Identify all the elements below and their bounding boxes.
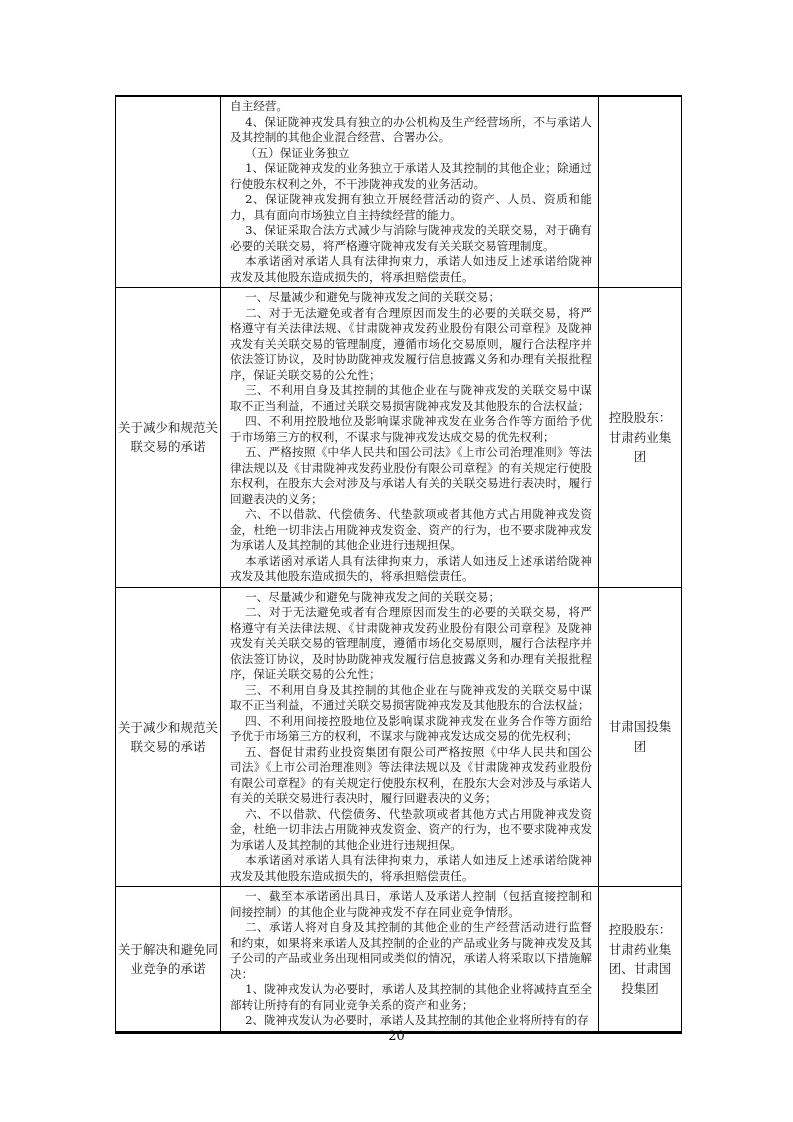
commitment-type-cell <box>116 588 221 887</box>
commitments-table <box>115 95 682 1034</box>
commitment-paragraph: 二、对于无法避免或者有合理原因而发生的必要的关联交易，将严格遵守有关法律法规、《甘肃陇神戎发药业股份有限公司章程》及陇神戎发有关关联交易的管理制度，遵循市场化交易原则，履行合法程序并依法签订协议，及时协助陇神戎发履行信息披露义务和办理有关报批程序，保证关联交易的公允性； <box>230 605 592 681</box>
commitment-text-cell <box>221 288 599 587</box>
commitment-paragraph: 六、不以借款、代偿债务、代垫款项或者其他方式占用陇神戎发资金，杜绝一切非法占用陇神戎发资金、资产的行为，也不要求陇神戎发为承诺人及其控制的其他企业进行违规担保。 <box>230 507 592 552</box>
commitment-paragraph: 五、严格按照《中华人民共和国公司法》《上市公司治理准则》等法律法规以及《甘肃陇神戎发药业股份有限公司章程》的有关规定行使股东权利，在股东大会对涉及与承诺人有关的关联交易进行表决时，履行回避表决的义务； <box>230 445 592 506</box>
commitment-paragraph: 三、不利用自身及其控制的其他企业在与陇神戎发的关联交易中谋取不正当利益，不通过关联交易损害陇神戎发及其他股东的合法权益； <box>230 682 592 712</box>
page-number: 20 <box>388 1029 405 1044</box>
commitment-paragraph: 本承诺函对承诺人具有法律拘束力，承诺人如违反上述承诺给陇神戎发及其他股东造成损失的，将承担赔偿责任。 <box>230 853 592 883</box>
commitment-type-label: 关于解决和避免同业竞争的承诺 <box>117 942 218 976</box>
table-row <box>116 887 681 1031</box>
commitment-paragraph: 一、尽量减少和避免与陇神戎发之间的关联交易； <box>245 589 501 604</box>
commitment-text-cell <box>221 887 599 1031</box>
commitment-type-label: 关于减少和规范关联交易的承诺 <box>117 719 218 754</box>
commitment-text-cell <box>221 97 599 287</box>
commitment-paragraph: 2、陇神戎发认为必要时，承诺人及其控制的其他企业将所持有的存 <box>245 1013 589 1027</box>
committer-label: 控股股东：甘肃药业集团、甘肃国投集团 <box>608 922 672 996</box>
commitment-paragraph: 二、承诺人将对自身及其控制的其他企业的生产经营活动进行监督和约束，如果将来承诺人及其控制的企业的产品或业务与陇神戎发及其子公司的产品或业务出现相同或类似的情况，承诺人将采取以下措施解决： <box>230 920 592 981</box>
table-row <box>116 588 681 888</box>
committer-label: 控股股东：甘肃药业集团 <box>608 410 672 464</box>
commitment-type-cell <box>116 97 221 287</box>
table-row <box>116 288 681 588</box>
committer-label: 甘肃国投集团 <box>608 719 672 754</box>
commitment-text-cell <box>221 588 599 887</box>
committer-cell <box>599 887 681 1031</box>
commitment-paragraph: 3、保证采取合法方式减少与消除与陇神戎发的关联交易，对于确有必要的关联交易，将严格遵守陇神戎发有关关联交易管理制度。 <box>230 223 592 253</box>
commitment-paragraph: 三、不利用自身及其控制的其他企业在与陇神戎发的关联交易中谋取不正当利益，不通过关联交易损害陇神戎发及其他股东的合法权益； <box>230 383 592 413</box>
commitment-type-label: 关于减少和规范关联交易的承诺 <box>117 420 218 455</box>
commitment-paragraph: 4、保证陇神戎发具有独立的办公机构及生产经营场所，不与承诺人及其控制的其他企业混合经营、合署办公。 <box>230 114 592 144</box>
commitment-paragraph: 自主经营。 <box>230 99 288 113</box>
commitment-paragraph: （五）保证业务独立 <box>245 145 350 160</box>
commitment-paragraph: 四、不利用控股地位及影响谋求陇神戎发在业务合作等方面给予优于市场第三方的权利，不谋求与陇神戎发达成交易的优先权利； <box>230 414 592 444</box>
table-row <box>116 97 681 288</box>
commitment-paragraph: 本承诺函对承诺人具有法律拘束力，承诺人如违反上述承诺给陇神戎发及其他股东造成损失的，将承担赔偿责任。 <box>230 254 592 284</box>
committer-cell <box>599 97 681 287</box>
commitment-paragraph: 1、保证陇神戎发的业务独立于承诺人及其控制的其他企业；除通过行使股东权利之外，不干涉陇神戎发的业务活动。 <box>230 161 592 191</box>
commitment-paragraph: 1、陇神戎发认为必要时，承诺人及其控制的其他企业将减持直至全部转让所持有的有同业竞争关系的资产和业务； <box>230 982 592 1012</box>
committer-cell <box>599 588 681 887</box>
commitment-type-cell <box>116 288 221 587</box>
commitment-paragraph: 五、督促甘肃药业投资集团有限公司严格按照《中华人民共和国公司法》《上市公司治理准则》等法律法规以及《甘肃陇神戎发药业股份有限公司章程》的有关规定行使股东权利，在股东大会对涉及与承诺人有关的关联交易进行表决时，履行回避表决的义务； <box>230 744 592 805</box>
commitment-type-cell <box>116 887 221 1031</box>
commitment-paragraph: 一、截至本承诺函出具日，承诺人及承诺人控制（包括直接控制和间接控制）的其他企业与陇神戎发不存在同业竞争情形。 <box>230 889 592 919</box>
commitment-paragraph: 一、尽量减少和避免与陇神戎发之间的关联交易； <box>245 290 501 304</box>
commitment-paragraph: 本承诺函对承诺人具有法律拘束力，承诺人如违反上述承诺给陇神戎发及其他股东造成损失的，将承担赔偿责任。 <box>230 553 592 583</box>
commitment-paragraph: 二、对于无法避免或者有合理原因而发生的必要的关联交易，将严格遵守有关法律法规、《甘肃陇神戎发药业股份有限公司章程》及陇神戎发有关关联交易的管理制度，遵循市场化交易原则，履行合法程序并依法签订协议，及时协助陇神戎发履行信息披露义务和办理有关报批程序，保证关联交易的公允性； <box>230 305 592 382</box>
commitment-paragraph: 四、不利用间接控股地位及影响谋求陇神戎发在业务合作等方面给予优于市场第三方的权利，不谋求与陇神戎发达成交易的优先权利； <box>230 713 592 743</box>
commitment-paragraph: 2、保证陇神戎发拥有独立开展经营活动的资产、人员、资质和能力，具有面向市场独立自主持续经营的能力。 <box>230 192 592 222</box>
commitment-paragraph: 六、不以借款、代偿债务、代垫款项或者其他方式占用陇神戎发资金，杜绝一切非法占用陇神戎发资金、资产的行为，也不要求陇神戎发为承诺人及其控制的其他企业进行违规担保。 <box>230 806 592 852</box>
committer-cell <box>599 288 681 587</box>
